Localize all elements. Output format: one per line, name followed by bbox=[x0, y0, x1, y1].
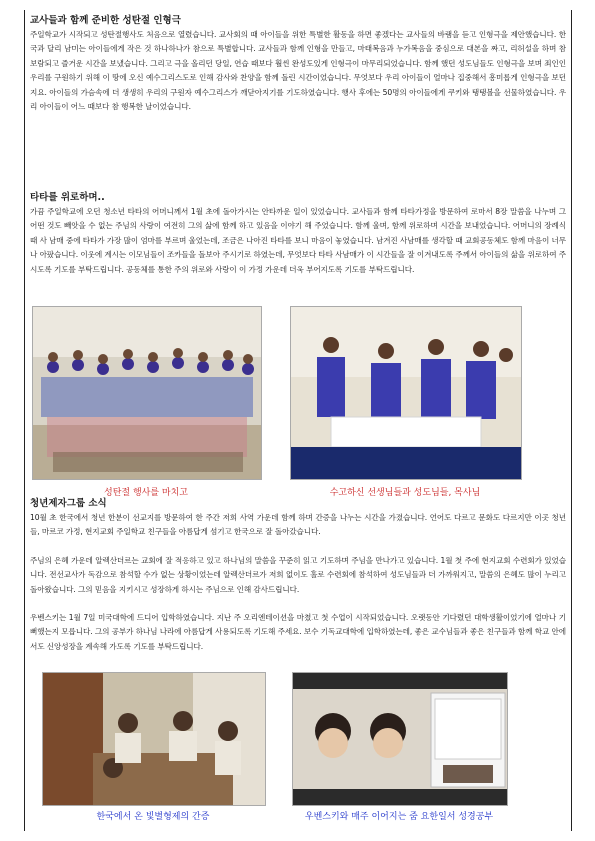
section-christmas-puppet-show bbox=[30, 14, 566, 114]
section-comforting-tata bbox=[30, 191, 566, 277]
right-margin-rule bbox=[571, 10, 572, 831]
section-title: 청년제자그룹 소식 bbox=[30, 498, 107, 509]
photo-teachers-and-pastor bbox=[290, 306, 522, 480]
left-margin-rule bbox=[24, 10, 25, 831]
section-title: 타타를 위로하며.. bbox=[30, 192, 105, 203]
section-youth-disciples bbox=[30, 497, 566, 654]
photo-caption: 성탄절 행사를 마치고 bbox=[104, 488, 188, 498]
photo-caption: 수고하신 선생님들과 성도님들, 목사님 bbox=[329, 488, 481, 498]
photo-testimony bbox=[42, 672, 266, 806]
photo-zoom-bible-study bbox=[292, 672, 508, 806]
section-body-paragraph: 우벤스키는 1월 7일 미국대학에 드디어 입학하였습니다. 지난 주 오리엔테이션을 마쳤고 첫 수업이 시작되었습니다. 오랫동안 기다렸던 대학생활이었기에 얼마나 기뻐했는지 모릅니다. 그의 공부가 하나님 나라에 아름답게 사용되도록 기도해 주세요. 보수 기독교대학에 입학하였는데, 좋은 교수님들과 좋은 친구들과 함께 학교 안에서도 신앙성장을 계속해 가도록 기도를 부탁드립니다. bbox=[30, 613, 566, 651]
photo-caption: 우벤스키와 매주 이어지는 줌 요한일서 성경공부 bbox=[304, 812, 494, 822]
section-title: 교사들과 함께 준비한 성탄절 인형극 bbox=[30, 15, 181, 26]
section-body-paragraph: 10월 초 한국에서 청년 한분이 선교지를 방문하여 한 주간 저희 사역 가운데 함께 하며 간증을 나누는 시간을 가졌습니다. 언어도 다르고 문화도 다르지만 이곳 청년들, 마르코 가정, 현지교회 주일학교 친구들을 아름답게 섬기고 한국으로 잘 돌아갔습니다. bbox=[30, 513, 566, 537]
section-body: 가끔 주일학교에 오던 청소년 타타의 어머니께서 1월 초에 돌아가시는 안타까운 일이 있었습니다. 교사들과 함께 타타가정을 방문하여 로마서 8장 말씀을 나누며 그 어떤 것도 빼앗을 수 없는 주님의 사랑이 여전히 그의 삶에 함께 하고 있음을 이야기 해 주었습니다. 함께 울며, 함께 위로하며 시간을 보내었습니다. 어머니의 장례식 때 사 남매 중에 타타가 가장 많이 엄마를 부르며 울었는데, 조금은 나아진 타타를 보니 마음이 놓였습니다. 남겨진 사남매를 생각할 때 교회공동체도 함께 마음이 너무나 아팠습니다. 이웃에 계시는 이모님들이 조카들을 돌보아 주시기로 하였는데, 무엇보다 타타 사남매가 이 시간들을 잘 이겨내도록 주께서 아이들의 삶을 위로하여 주시도록 기도를 부탁드립니다. 공동체를 통한 주의 위로와 사랑이 이 가정 가운데 더욱 부어지도록 기도를 부탁드립니다. bbox=[30, 207, 566, 274]
photo-christmas-group bbox=[32, 306, 262, 480]
photo-caption: 한국에서 온 빛별형제의 간증 bbox=[96, 812, 210, 822]
section-body: 주일학교가 시작되고 성탄절행사도 처음으로 열렸습니다. 교사회의 때 아이들을 위한 특별한 활동을 하면 좋겠다는 교사들의 바램을 듣고 인형극을 제안했습니다. 한국과 달리 남미는 아이들에게 작은 것 하나하나가 참으로 특별합니다. 교사들과 함께 인형을 만들고, 마태복음과 누가복음을 중심으로 대본을 짜고, 리허설을 하며 참 보람되고 즐거운 시간을 보냈습니다. 그리고 극을 올리던 당일, 연습 때보다 훨씬 완성도있게 인형극이 마무리되었습니다. 함께 했던 성도님들도 인형극을 보며 죄인인 우리를 구원하기 위해 이 땅에 오신 예수그리스도로 인해 감사와 찬양을 함께 돌린 시간이었습니다. 무엇보다 우리 아이들이 얼마나 집중해서 흥미롭게 인형극을 보던지요. 아이들의 가슴속에 더 생생히 우리의 구원자 예수그리스가 깨닫아지기를 기도하였습니다. 행사 후에는 50명의 아이들에게 쿠키와 탱탱볼을 선물하였습니다. 우리 아이들이 어느 때보다 참 행복한 날이었습니다. bbox=[30, 30, 566, 112]
section-body-paragraph: 주님의 은혜 가운데 알렉산더르는 교회에 잘 적응하고 있고 하나님의 말씀을 꾸준히 읽고 기도하며 주님을 만나가고 있습니다. 1월 첫 주에 현지교회 수련회가 있었습니다. 전선교사가 독감으로 참석할 수가 없는 상황이었는데 알렉산더르가 저희 없이도 홀로 수련회에 참석하여 성도님들과 더 가까워지고, 말씀의 은혜도 많이 누리고 돌아왔습니다. 그의 믿음을 지키시고 성장하게 하시는 주님으로 인해 감사드립니다. bbox=[30, 555, 566, 594]
